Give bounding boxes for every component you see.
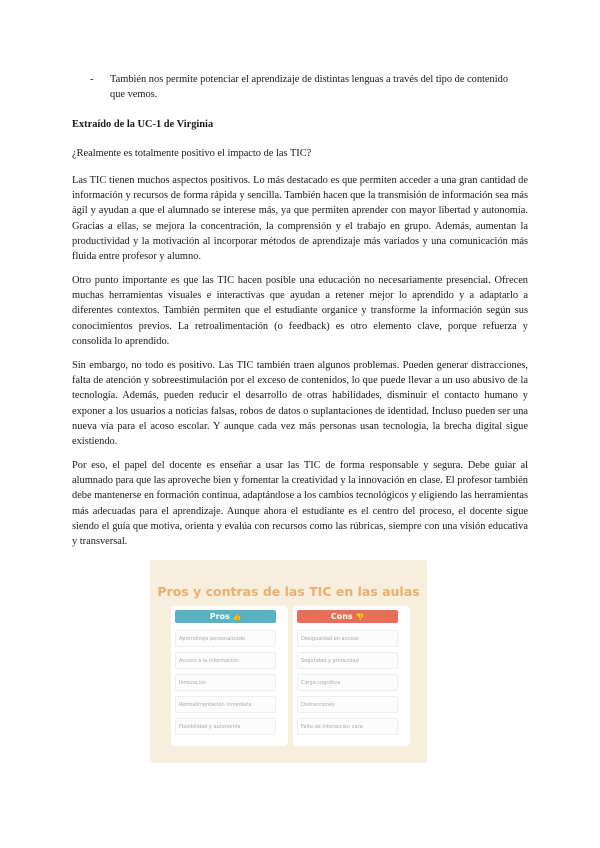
cons-item: Carga cognitiva <box>297 674 398 691</box>
section-heading: Extraído de la UC-1 de Virginia <box>72 119 214 130</box>
bullet-marker: - <box>90 74 94 85</box>
cons-item: Desigualdad en acceso <box>297 630 398 647</box>
pros-item: Acceso a la información <box>175 652 276 669</box>
cons-item: Falta de interacción cara <box>297 718 398 735</box>
cons-card <box>293 606 410 746</box>
thumbs-up-icon: 👍 <box>232 613 242 621</box>
paragraph-teacher-role: Por eso, el papel del docente es enseñar a usar las TIC de forma responsable y segura. Debe guiar al alumnado para que las aproveche bien y fomentar la creatividad y la innovación en clase. El profesor también debe mantenerse en formación continua, adaptándose a los cambios tecnológicos y eligiendo las herramientas más adecuadas para el aprendizaje. Aunque ahora el estudiante es el centro del proceso, el docente sigue siendo el guía que motiva, orienta y evalúa con recursos como las rúbricas, siempre con una visión educativa y transversal. <box>72 460 528 548</box>
infographic-title: Pros y contras de las TIC en las aulas <box>157 584 420 599</box>
paragraph-problems: Sin embargo, no todo es positivo. Las TIC también traen algunos problemas. Pueden generar distracciones, falta de atención y sobreestimulación por el exceso de contenidos, lo que puede llevar a un uso abusivo de la tecnología. Además, pueden reducir el desarrollo de otras habilidades, disminuir el contacto humano y exponer a los usuarios a noticias falsas, robos de datos o suplantaciones de identidad. Incluso pueden ser una nueva vía para el acoso escolar. Y aunque cada vez más personas usan tecnología, la brecha digital sigue existiendo. <box>72 360 528 448</box>
pros-item: Aprendizaje personalizado <box>175 630 276 647</box>
question-line: ¿Realmente es totalmente positivo el impacto de las TIC? <box>72 148 312 159</box>
cons-header <box>297 610 398 623</box>
paragraph-positive-aspects: Las TIC tienen muchos aspectos positivos. Lo más destacado es que permiten acceder a una gran cantidad de información y recursos de forma rápida y sencilla. También hacen que la transmisión de información sea más ágil y ayudan a que el alumnado se interese más, ya que permiten aprender con mayor libertad y autonomía. Gracias a ellas, se mejora la concentración, la comprensión y el trabajo en grupo. Además, aumentan la productividad y la motivación al incorporar métodos de aprendizaje más variados y una comunicación más fluida entre profesor y alumno. <box>72 175 528 263</box>
pros-item: Retroalimentación inmediata <box>175 696 276 713</box>
pros-item: Flexibilidad y autonomía <box>175 718 276 735</box>
bullet-text: También nos permite potenciar el aprendizaje de distintas lenguas a través del tipo de contenido que vemos. <box>110 74 509 101</box>
pros-cons-infographic <box>150 560 427 763</box>
cons-label: Cons <box>330 612 353 621</box>
pros-card <box>171 606 288 746</box>
pros-label: Pros <box>209 612 230 621</box>
paragraph-non-presential: Otro punto importante es que las TIC hacen posible una educación no necesariamente presencial. Ofrecen muchas herramientas visuales e interactivas que ayudan a retener mejor lo aprendido y a adaptarlo a diferentes contextos. También permiten que el estudiante organice y transforme la información según sus conocimientos previos. La retroalimentación (o feedback) es otro elemento clave, porque refuerza y consolida lo aprendido. <box>72 275 528 347</box>
thumbs-down-icon: 👎 <box>355 613 365 621</box>
pros-header <box>175 610 276 623</box>
cons-item: Seguridad y privacidad <box>297 652 398 669</box>
pros-item: Innovación <box>175 674 276 691</box>
cons-item: Distracciones <box>297 696 398 713</box>
